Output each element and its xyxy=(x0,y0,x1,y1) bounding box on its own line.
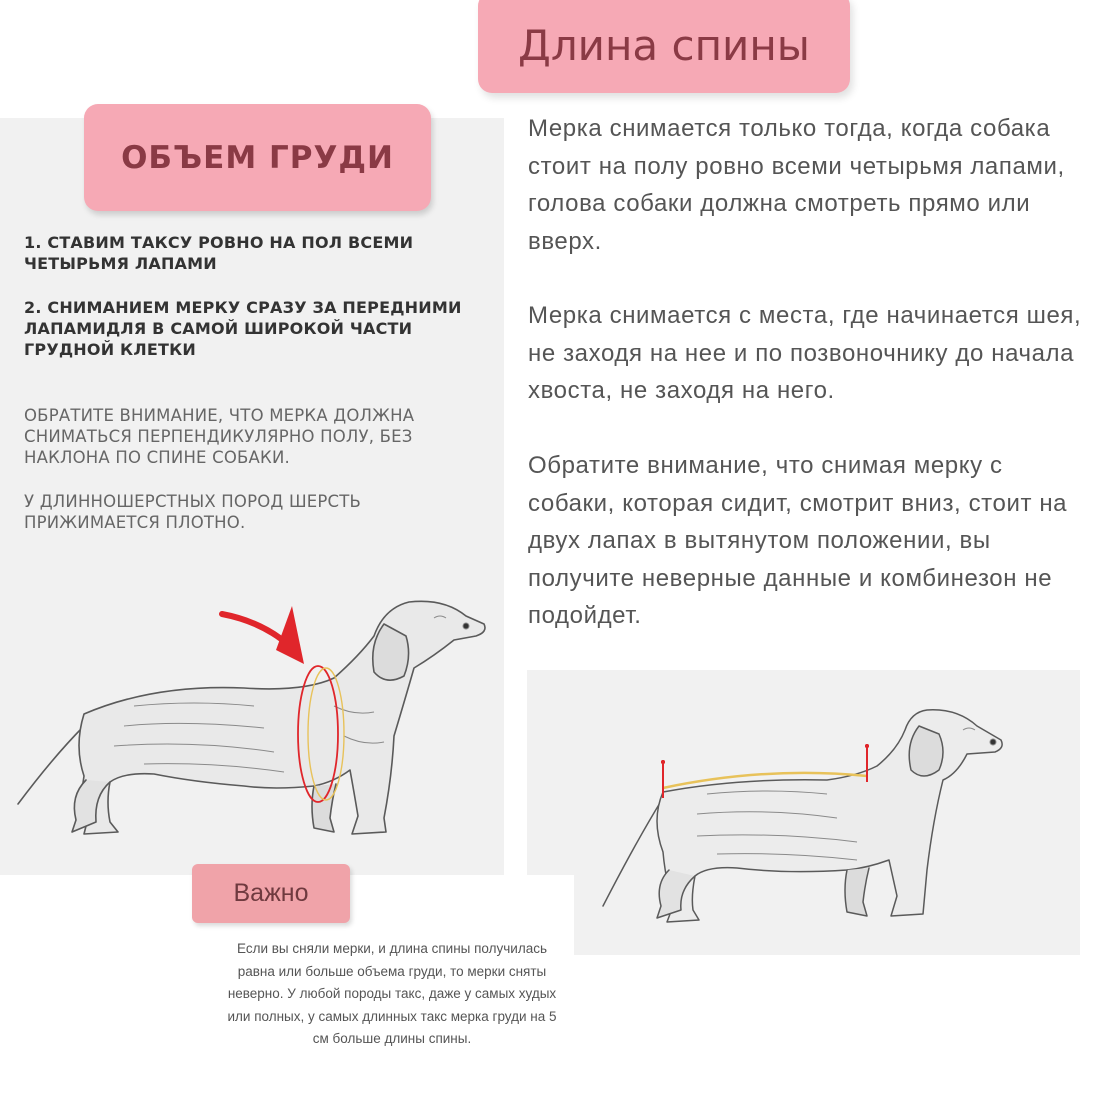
chest-note-perpendicular: ОБРАТИТЕ ВНИМАНИЕ, ЧТО МЕРКА ДОЛЖНА СНИМАТЬСЯ ПЕРПЕНДИКУЛЯРНО ПОЛУ, БЕЗ НАКЛОНА ПО СПИНЕ СОБАКИ. xyxy=(24,406,415,467)
back-length-paragraph-1: Мерка снимается только тогда, когда собака стоит на полу ровно всеми четырьмя лапами, голова собаки должна смотреть прямо или вверх. xyxy=(528,115,1065,255)
important-text: Если вы сняли мерки, и длина спины получилась равна или больше объема груди, то мерки сняты неверно. У любой породы такс, даже у самых худых или полных, у самых длинных такс мерка груди на 5 см больше длины спины. xyxy=(227,941,557,1046)
important-label: Важно xyxy=(192,864,350,923)
back-length-illustration-panel xyxy=(527,670,1080,955)
back-length-title: Длина спины xyxy=(478,0,850,93)
chest-girth-title: ОБЪЕМ ГРУДИ xyxy=(84,104,431,211)
back-length-paragraph-2: Мерка снимается с места, где начинается шея, не заходя на нее и по позвоночнику до начала хвоста, не заходя на него. xyxy=(528,302,1082,404)
chest-note-longhair: У ДЛИННОШЕРСТНЫХ ПОРОД ШЕРСТЬ ПРИЖИМАЕТСЯ ПЛОТНО. xyxy=(24,492,362,532)
back-length-paragraph-3: Обратите внимание, что снимая мерку с собаки, которая сидит, смотрит вниз, стоит на двух лапах в вытянутом положении, вы получите неверные данные и комбинезон не подойдет. xyxy=(528,452,1068,629)
dachshund-back-illustration xyxy=(527,670,1080,955)
dachshund-chest-illustration xyxy=(14,596,494,856)
chest-step-1: 1. СТАВИМ ТАКСУ РОВНО НА ПОЛ ВСЕМИ ЧЕТЫРЬМЯ ЛАПАМИ xyxy=(24,233,414,273)
chest-step-2: 2. СНИМАНИЕМ МЕРКУ СРАЗУ ЗА ПЕРЕДНИМИ ЛАПАМИДЛЯ В САМОЙ ШИРОКОЙ ЧАСТИ ГРУДНОЙ КЛЕТКИ xyxy=(24,298,462,359)
